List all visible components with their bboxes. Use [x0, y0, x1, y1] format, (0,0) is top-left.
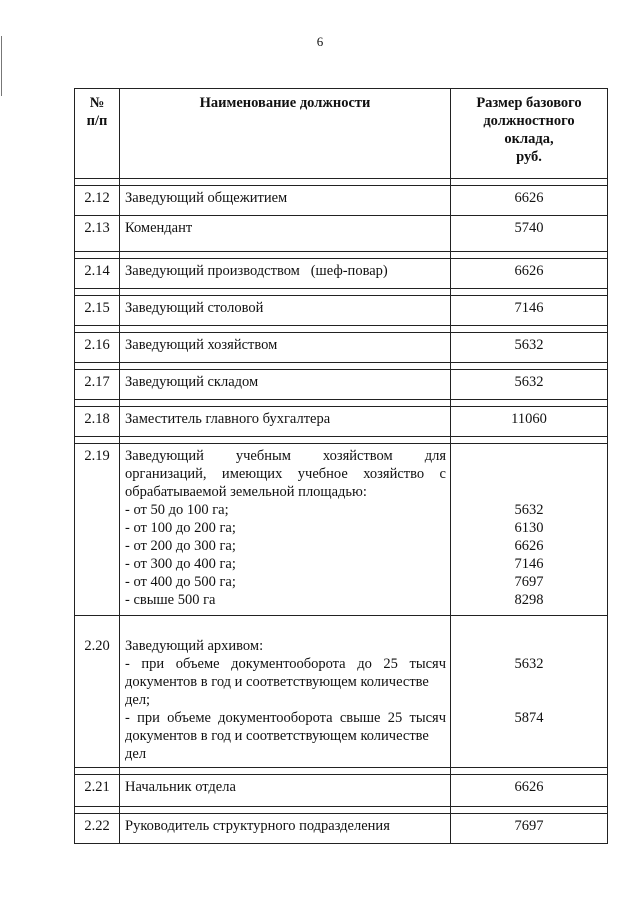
range-salary: 5632 [514, 502, 544, 518]
archive-salary-2: 5874 [514, 710, 544, 726]
row-position: Комендант [120, 216, 451, 252]
row-position: Заведующий складом [120, 370, 451, 400]
range-label: - от 300 до 400 га; [125, 556, 236, 572]
row-salary [451, 444, 608, 616]
row-position-line: Заведующий учебным хозяйством для [125, 448, 446, 464]
table-row [75, 775, 608, 807]
row-number: 2.17 [75, 370, 120, 400]
range-label: - от 50 до 100 га; [125, 502, 229, 518]
row-number: 2.15 [75, 296, 120, 326]
range-label: - от 200 до 300 га; [125, 538, 236, 554]
table-row [75, 296, 608, 326]
row-number: 2.21 [75, 775, 120, 807]
table-row-arkhiv [75, 616, 608, 768]
row-position-line: дел; [125, 692, 151, 708]
row-number: 2.16 [75, 333, 120, 363]
page-number: 6 [316, 34, 324, 49]
range-label: - от 400 до 500 га; [125, 574, 236, 590]
row-position-line: дел [125, 746, 147, 762]
row-position: Заведующий производством (шеф-повар) [120, 259, 451, 289]
row-number: 2.22 [75, 814, 120, 844]
row-salary: 5632 [451, 370, 608, 400]
table-row [75, 216, 608, 252]
row-number: 2.19 [75, 444, 120, 616]
row-position: Заведующий столовой [120, 296, 451, 326]
row-salary: 7697 [451, 814, 608, 844]
row-salary: 6626 [451, 259, 608, 289]
salary-table [74, 88, 608, 844]
row-position: Начальник отдела [120, 775, 451, 807]
row-number: 2.20 [75, 616, 120, 768]
row-position-line: организаций, имеющих учебное хозяйство с [125, 466, 446, 482]
range-salary: 7146 [514, 556, 544, 572]
table-row [75, 259, 608, 289]
row-salary: 11060 [451, 407, 608, 437]
row-number: 2.13 [75, 216, 120, 252]
row-position [120, 444, 451, 616]
row-position-line: - при объеме документооборота свыше 25 тысяч [125, 710, 446, 726]
row-number: 2.14 [75, 259, 120, 289]
table-row [75, 186, 608, 216]
header-position: Наименование должности [120, 89, 451, 179]
row-salary: 5740 [451, 216, 608, 252]
row-salary: 6626 [451, 775, 608, 807]
table-row [75, 407, 608, 437]
range-label: - от 100 до 200 га; [125, 520, 236, 536]
archive-salary-1: 5632 [514, 656, 544, 672]
range-salary: 6130 [514, 520, 544, 536]
row-position: Заведующий хозяйством [120, 333, 451, 363]
row-salary: 7146 [451, 296, 608, 326]
table-row [75, 370, 608, 400]
row-position-line: документов в год и соответствующем количестве [125, 728, 429, 744]
table-row [75, 814, 608, 844]
header-number: № п/п [75, 89, 120, 179]
range-label: - свыше 500 га [125, 592, 216, 608]
row-position: Заместитель главного бухгалтера [120, 407, 451, 437]
row-position-line: - при объеме документооборота до 25 тысяч [125, 656, 446, 672]
row-position: Заведующий общежитием [120, 186, 451, 216]
row-position: Руководитель структурного подразделения [120, 814, 451, 844]
row-position [120, 616, 451, 768]
table-row-uchebnoe-khozyaystvo [75, 444, 608, 616]
range-salary: 6626 [514, 538, 544, 554]
row-position-line: Заведующий архивом: [125, 638, 264, 654]
row-number: 2.18 [75, 407, 120, 437]
range-salary: 8298 [514, 592, 544, 608]
range-salary: 7697 [514, 574, 544, 590]
header-row [75, 89, 608, 179]
row-number: 2.12 [75, 186, 120, 216]
row-salary: 6626 [451, 186, 608, 216]
row-salary [451, 616, 608, 768]
row-salary: 5632 [451, 333, 608, 363]
header-salary: Размер базового должностного оклада, руб. [451, 89, 608, 179]
row-position-line: обрабатываемой земельной площадью: [125, 484, 367, 500]
table-row [75, 333, 608, 363]
row-position-line: документов в год и соответствующем количестве [125, 674, 429, 690]
